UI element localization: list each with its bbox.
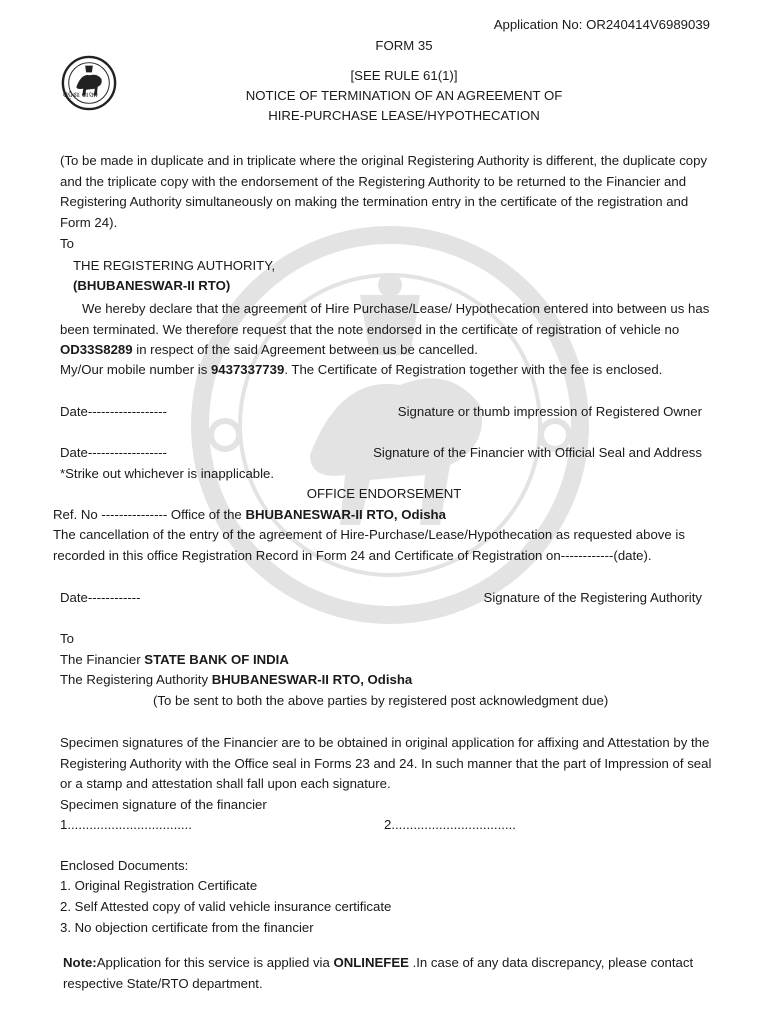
application-number: Application No: OR240414V6989039 — [493, 17, 710, 32]
signature-authority: Signature of the Registering Authority — [483, 590, 702, 605]
service-note: Note:Application for this service is applied via ONLINEFEE .In case of any data discrepancy, please contact respective State/RTO department. — [63, 955, 694, 991]
form-title-line1: NOTICE OF TERMINATION OF AN AGREEMENT OF — [245, 88, 563, 103]
enclosed-item: 2. Self Attested copy of valid vehicle insurance certificate — [60, 899, 392, 914]
form-number: FORM 35 — [375, 38, 433, 53]
reference-line: Ref. No --------------- Office of the BHUBANESWAR-II RTO, Odisha — [53, 507, 446, 522]
cancellation-paragraph: The cancellation of the entry of the agreement of Hire-Purchase/Lease/Hypothecation as requested above is recorded in this office Registration Record in Form 24 and Certificate of Registration on------------(date). — [53, 527, 685, 563]
declaration-paragraph: We hereby declare that the agreement of Hire Purchase/Lease/ Hypothecation entered into between us has been terminated. We therefore request that the note endorsed in the certificate of registration of vehicle no OD33S8289 in respect of the said Agreement between us be cancelled. — [60, 301, 710, 358]
authority-label: THE REGISTERING AUTHORITY, — [73, 258, 275, 273]
enclosed-item: 1. Original Registration Certificate — [60, 878, 258, 893]
strike-out-note: *Strike out whichever is inapplicable. — [60, 466, 275, 481]
specimen-paragraph: Specimen signatures of the Financier are to be obtained in original application for affixing and Attestation by the Registering Authority with the Office seal in Forms 23 and 24. In such manner that the part of Impression of seal or a stamp and attestation shall fall upon each signature. — [60, 735, 712, 792]
registering-authority-line: The Registering Authority BHUBANESWAR-II RTO, Odisha — [60, 672, 413, 687]
form-title-line2: HIRE-PURCHASE LEASE/HYPOTHECATION — [268, 108, 540, 123]
instruction-paragraph: (To be made in duplicate and in triplicate where the original Registering Authority is different, the duplicate copy and the triplicate copy with the endorsement of the Registering Authority to be returned to the Financier and Registering Authority simultaneously on making the termination entry in the certificate of the registration and Form 24). — [60, 153, 708, 231]
emblem-caption: ଓଡ଼ିଶା ଶାସନ — [63, 92, 98, 99]
specimen-label: Specimen signature of the financier — [60, 797, 267, 812]
specimen-signature-2: 2.................................. — [384, 817, 516, 832]
service-name: ONLINEFEE — [333, 955, 409, 970]
reference-office: BHUBANESWAR-II RTO, Odisha — [245, 507, 446, 522]
recipients-to-label: To — [60, 631, 74, 646]
date-field-financier: Date------------------ — [60, 445, 167, 460]
financier-line: The Financier STATE BANK OF INDIA — [60, 652, 289, 667]
date-field-owner: Date------------------ — [60, 404, 167, 419]
mobile-number: 9437337739 — [210, 362, 285, 377]
signature-financier: Signature of the Financier with Official Seal and Address — [373, 445, 702, 460]
to-label: To — [60, 236, 74, 251]
mobile-line: My/Our mobile number is 9437337739. The Certificate of Registration together with the fee is enclosed. — [60, 362, 663, 377]
rule-reference: [SEE RULE 61(1)] — [350, 68, 458, 83]
enclosed-item: 3. No objection certificate from the financier — [60, 920, 314, 935]
enclosed-heading: Enclosed Documents: — [60, 858, 189, 873]
post-note: (To be sent to both the above parties by registered post acknowledgment due) — [153, 693, 609, 708]
signature-owner: Signature or thumb impression of Registered Owner — [397, 404, 702, 419]
rto-name: (BHUBANESWAR-II RTO) — [73, 278, 231, 293]
financier-name: STATE BANK OF INDIA — [144, 652, 289, 667]
specimen-signature-1: 1.................................. — [60, 817, 192, 832]
registering-authority-name: BHUBANESWAR-II RTO, Odisha — [211, 672, 413, 687]
vehicle-number: OD33S8289 — [60, 342, 133, 358]
endorsement-heading: OFFICE ENDORSEMENT — [306, 486, 462, 501]
date-field-authority: Date------------ — [60, 590, 141, 605]
